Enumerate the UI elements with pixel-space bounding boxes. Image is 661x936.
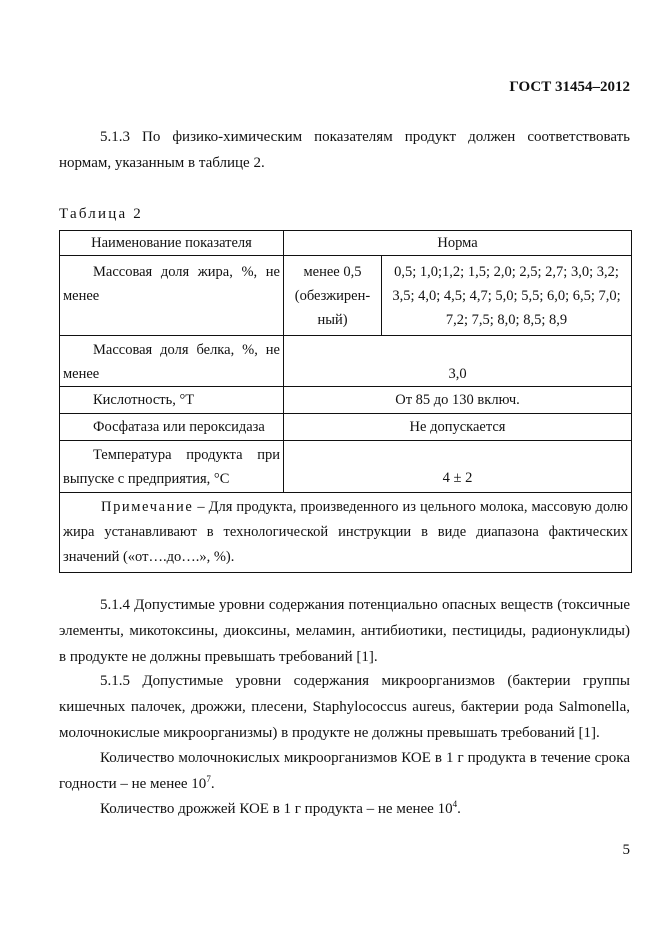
note-label: Примечание — [101, 499, 194, 515]
row-fat-norm-values: 0,5; 1,0;1,2; 1,5; 2,0; 2,5; 2,7; 3,0; 3,2; 3,5; 4,0; 4,5; 4,7; 5,0; 5,5; 6,0; 6,5; 7,0; 7,2; 7,5; 8,0; 8,5; 8,9 — [382, 256, 632, 336]
paragraph-5-1-4: 5.1.4 Допустимые уровни содержания потенциально опасных веществ (токсичные элементы, микотоксины, диоксины, меламин, антибиотики, пестициды, радионуклиды) в продукте не должны превышать требований [1]. — [59, 597, 630, 665]
row-acidity-norm: От 85 до 130 включ. — [284, 387, 632, 414]
paragraph-yeast-count — [59, 796, 630, 822]
lactic-text: Количество молочнокислых микроорганизмов КОЕ в 1 г продукта в течение срока годности – не менее 10 — [59, 750, 630, 792]
row-phosphatase-norm: Не допускается — [284, 414, 632, 441]
header-norm: Норма — [284, 231, 632, 256]
note-text: – Для продукта, произведенного из цельного молока, массовую долю жира устанавливают в технологической инструкции в виде диапазона фактических значений («от….до….», %). — [63, 499, 629, 565]
table-2 — [59, 230, 632, 573]
table-row — [60, 256, 632, 336]
table-row — [60, 336, 632, 387]
table-row — [60, 441, 632, 493]
page-number: 5 — [622, 842, 630, 858]
yeast-text: Количество дрожжей КОЕ в 1 г продукта – не менее 10 — [100, 801, 453, 817]
row-temperature-norm: 4 ± 2 — [284, 441, 632, 493]
yeast-exponent: 4 — [452, 799, 458, 809]
paragraph-5-1-3: 5.1.3 По физико-химическим показателям продукт должен соответствовать нормам, указанным в таблице 2. — [59, 129, 630, 171]
table-note — [60, 493, 632, 573]
lactic-end: . — [210, 776, 215, 792]
lactic-exponent: 7 — [206, 774, 211, 784]
row-fat-name: Массовая доля жира, %, не менее — [60, 256, 284, 336]
paragraph-5-1-5: 5.1.5 Допустимые уровни содержания микроорганизмов (бактерии группы кишечных палочек, дрожжи, плесени, Staphylococcus aureus, бактерии рода Salmonella, молочнокислые микроорганизмы) в продукте не должны превышать требований [1]. — [59, 673, 630, 741]
table-header-row — [60, 231, 632, 256]
row-protein-name: Массовая доля белка, %, не менее — [60, 336, 284, 387]
row-phosphatase-name: Фосфатаза или пероксидаза — [60, 414, 284, 441]
header-indicator-name: Наименование показателя — [60, 231, 284, 256]
paragraph-lactic-count — [59, 745, 630, 797]
table-row — [60, 414, 632, 441]
yeast-end: . — [457, 801, 461, 817]
table-row — [60, 387, 632, 414]
row-temperature-name: Температура продукта при выпуске с предприятия, °С — [60, 441, 284, 493]
table-note-row — [60, 493, 632, 573]
row-protein-norm: 3,0 — [284, 336, 632, 387]
document-id: ГОСТ 31454–2012 — [509, 79, 630, 95]
row-fat-norm-skim: менее 0,5 (обезжирен-ный) — [284, 256, 382, 336]
table-caption: Таблица 2 — [59, 206, 143, 222]
row-acidity-name: Кислотность, °Т — [60, 387, 284, 414]
